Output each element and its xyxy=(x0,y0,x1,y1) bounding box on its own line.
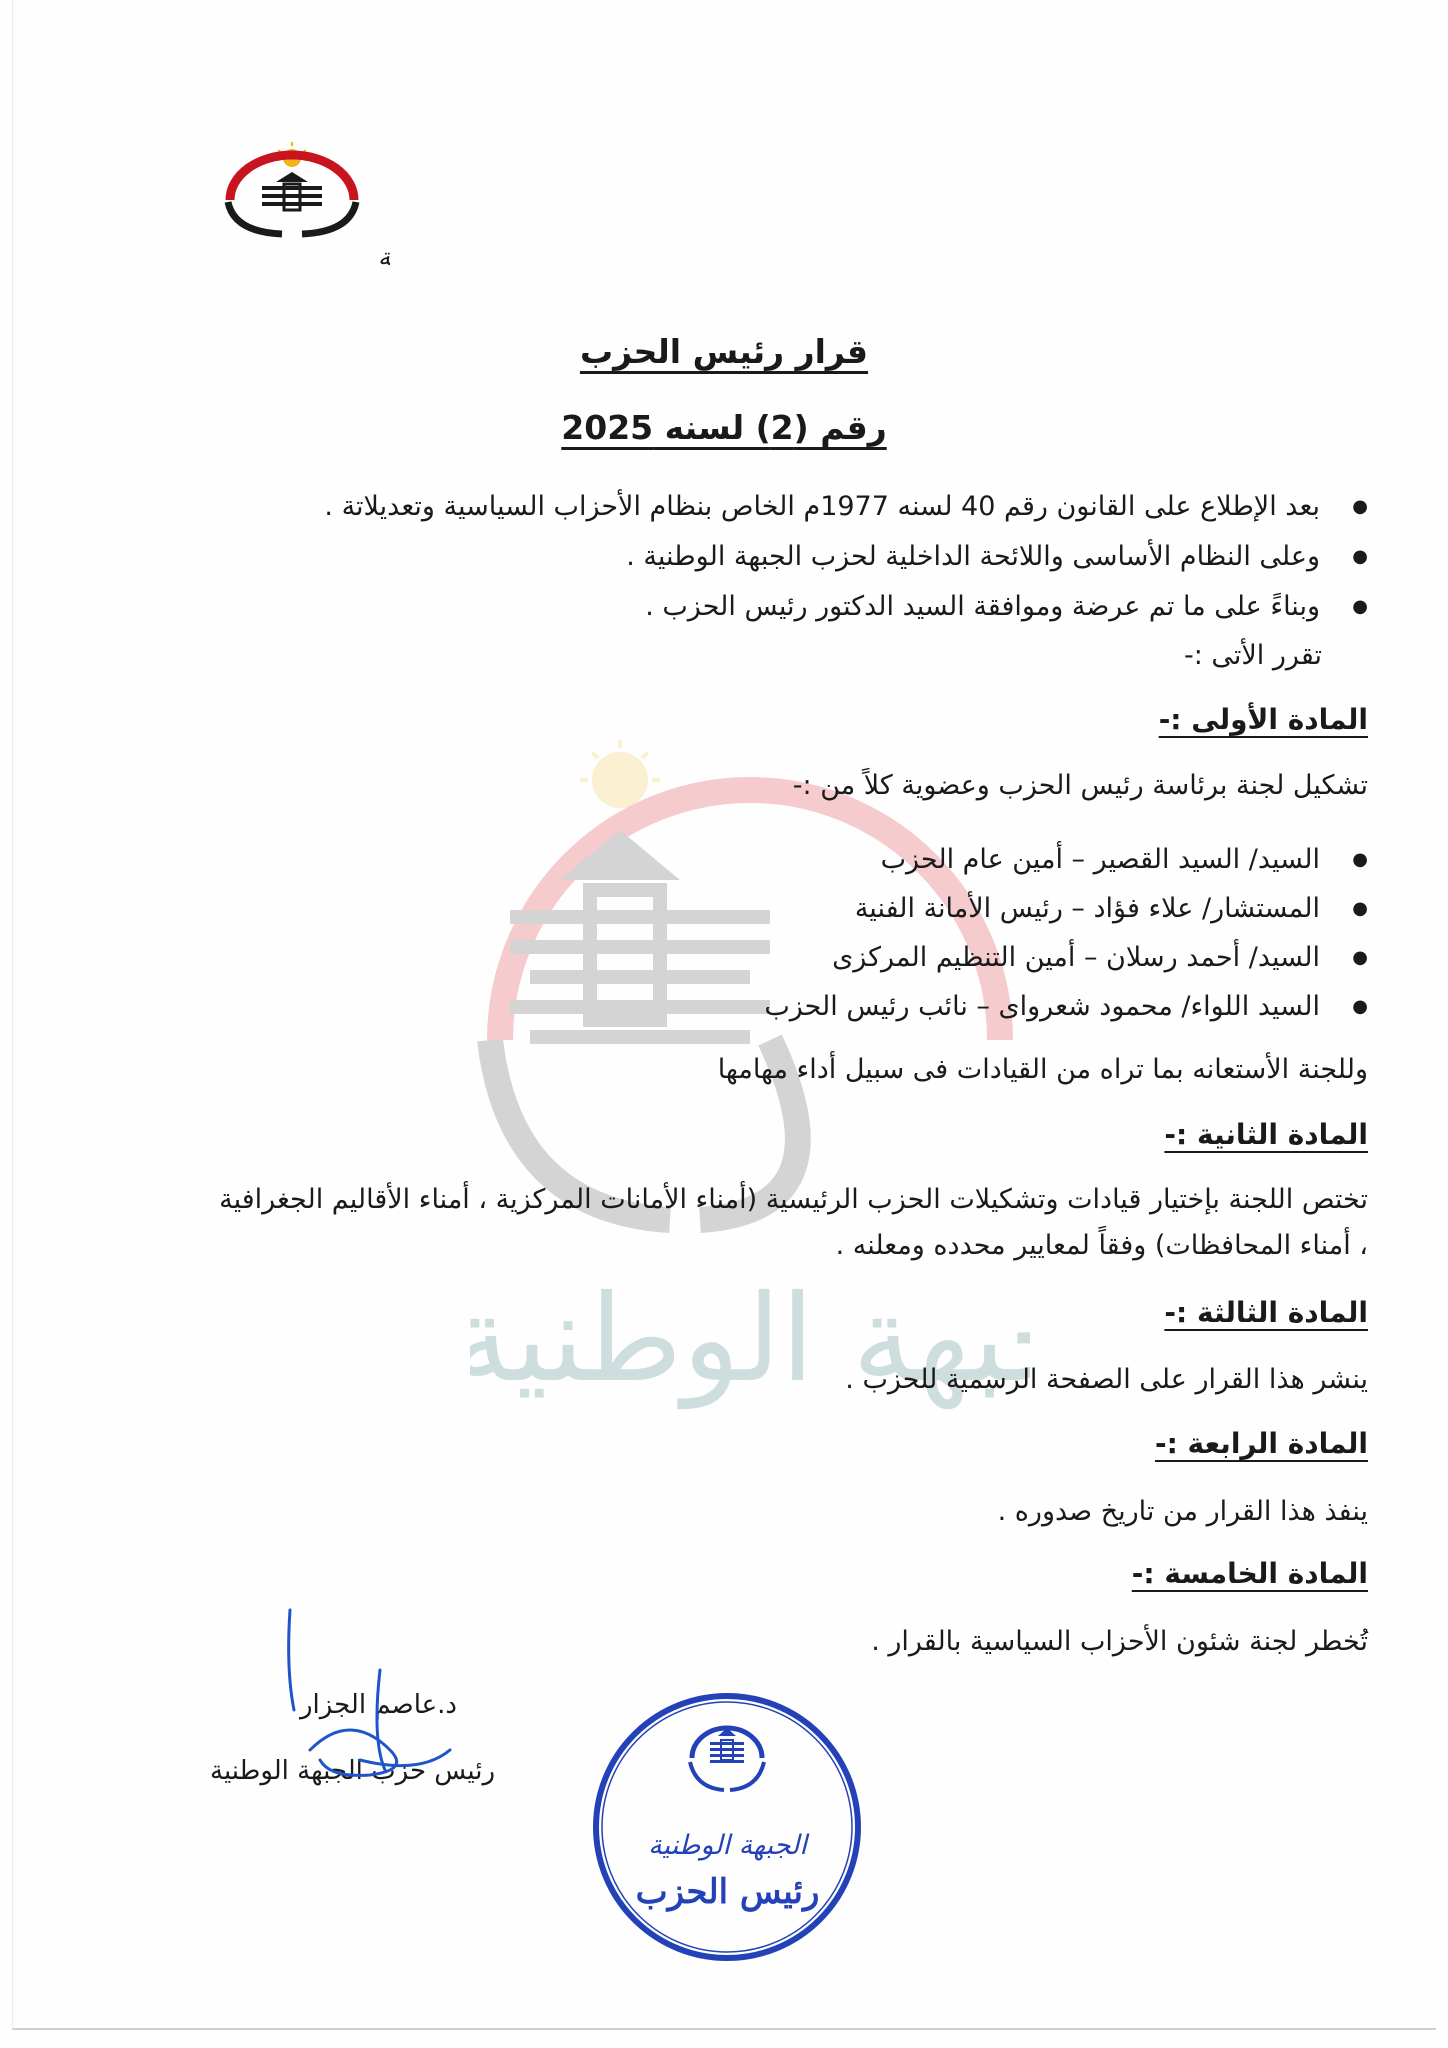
article-second-heading: المادة الثانية :- xyxy=(1164,1118,1368,1151)
list-item: ● السيد اللواء/ محمود شعرواى – نائب رئيس الحزب xyxy=(168,982,1368,1031)
list-item: ● السيد/ أحمد رسلان – أمين التنظيم المركزى xyxy=(168,933,1368,982)
article-second-line-2: ، أمناء المحافظات) وفقاً لمعايير محدده ومعلنه . xyxy=(835,1230,1368,1261)
list-item: ● بعد الإطلاع على القانون رقم 40 لسنه 1977م الخاص بنظام الأحزاب السياسية وتعديلاتة . xyxy=(168,482,1368,532)
article-first-closing: وللجنة الأستعانه بما تراه من القيادات فى سبيل أداء مهامها xyxy=(717,1054,1368,1085)
preamble-list xyxy=(168,482,1368,632)
article-first-text: تشكيل لجنة برئاسة رئيس الحزب وعضوية كلاً من :- xyxy=(792,770,1368,801)
signatory-title: رئيس حزب الجبهة الوطنية xyxy=(210,1756,496,1786)
decision-number: رقم (2) لسنه 2025 xyxy=(561,408,887,447)
decision-line: تقرر الأتى :- xyxy=(1183,640,1322,671)
party-logo xyxy=(200,140,390,270)
article-third-heading: المادة الثالثة :- xyxy=(1164,1296,1368,1329)
list-item: ● وعلى النظام الأساسى واللائحة الداخلية لحزب الجبهة الوطنية . xyxy=(168,532,1368,582)
committee-members-list xyxy=(168,835,1368,1031)
party-emblem-icon xyxy=(200,140,390,270)
handwritten-signature xyxy=(260,1600,490,1800)
article-fourth-text: ينفذ هذا القرار من تاريخ صدوره . xyxy=(997,1496,1368,1527)
list-item: ● السيد/ السيد القصير – أمين عام الحزب xyxy=(168,835,1368,884)
stamp-title: رئيس الحزب xyxy=(635,1872,820,1912)
article-third-text: ينشر هذا القرار على الصفحة الرسمية للحزب . xyxy=(845,1364,1368,1395)
article-first-heading: المادة الأولى :- xyxy=(1158,703,1368,736)
stamp-party-name: الجبهة الوطنية xyxy=(648,1830,807,1861)
official-stamp xyxy=(590,1690,865,1965)
article-fourth-heading: المادة الرابعة :- xyxy=(1154,1427,1368,1460)
list-item: ● المستشار/ علاء فؤاد – رئيس الأمانة الفنية xyxy=(168,884,1368,933)
watermark-text: بهة الوطنية xyxy=(470,1270,1009,1409)
logo-text: ة xyxy=(378,243,390,270)
article-second-line-1: تختص اللجنة بإختيار قيادات وتشكيلات الحزب الرئيسية (أمناء الأمانات المركزية ، أمناء الأقاليم الجغرافية xyxy=(219,1184,1368,1215)
stamp-seal-icon xyxy=(590,1690,865,1965)
article-fifth-text: تُخطر لجنة شئون الأحزاب السياسية بالقرار . xyxy=(871,1626,1368,1657)
page-title: قرار رئيس الحزب xyxy=(579,332,869,371)
article-fifth-heading: المادة الخامسة :- xyxy=(1131,1557,1368,1590)
list-item: ● وبناءً على ما تم عرضة وموافقة السيد الدكتور رئيس الحزب . xyxy=(168,582,1368,632)
signatory-name: د.عاصم الجزار xyxy=(300,1690,457,1720)
